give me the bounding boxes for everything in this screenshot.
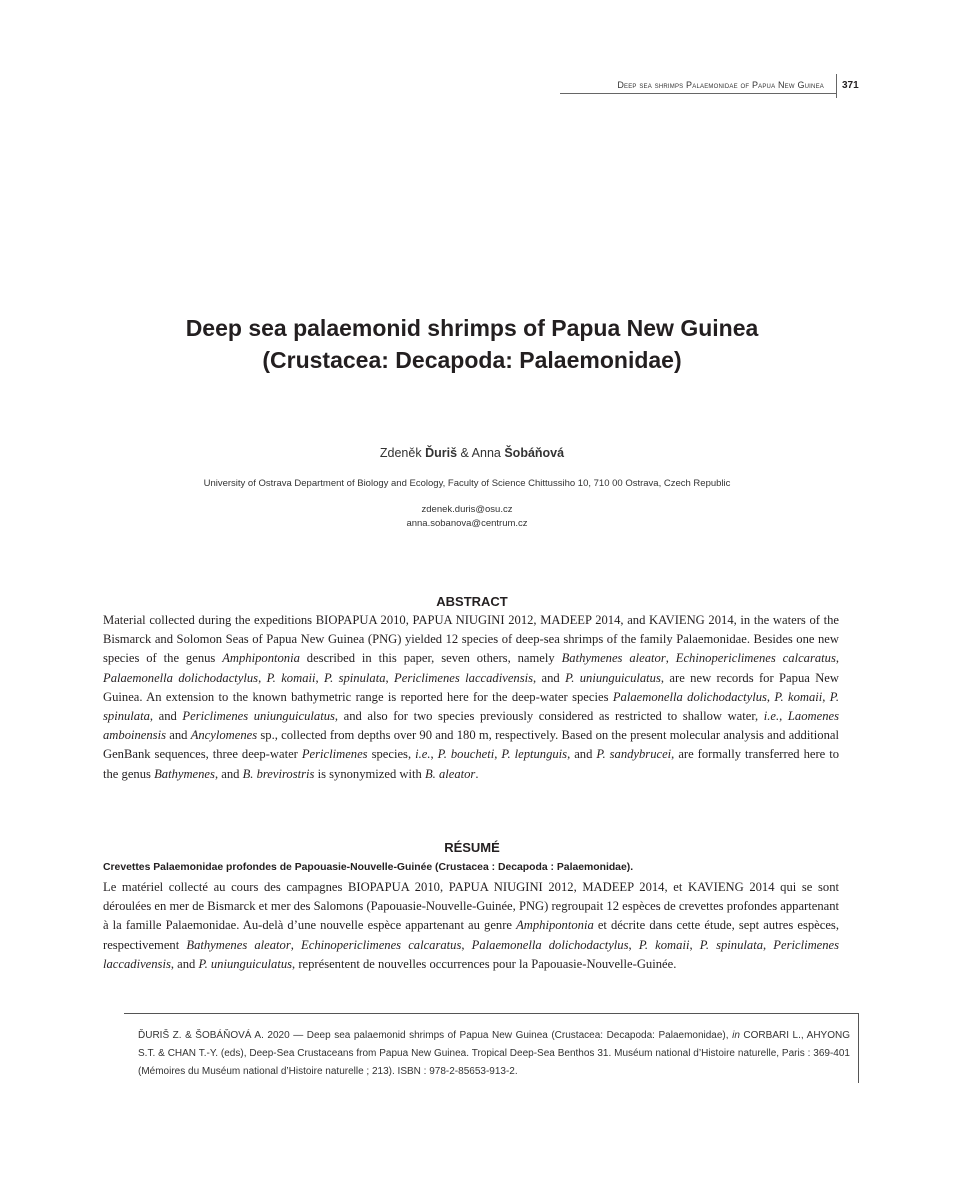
citation-top-rule — [124, 1013, 858, 1014]
resume-text: Le matériel collecté au cours des campagnes BIOPAPUA 2010, PAPUA NIUGINI 2012, MADEEP 2014, et KAVIENG 2014 qui se sont déroulées en mer de Bismarck et mer des Salomons (Papouasie-Nouvelle-Guinée, PNG) regroupait 12 espèces de crevettes profondes appartenant à la famille Palaemonidae. Au-delà d’une nouvelle espèce appartenant au genre Amphipontonia et décrite dans cette étude, sept autres espèces, respectivement Bathymenes aleator, Echinopericlimenes calcaratus, Palaemonella dolichodactylus, P. komaii, P. spinulata, Periclimenes laccadivensis, and P. uniunguiculatus, représentent de nouvelles occurrences pour la Papouasie-Nouvelle-Guinée. — [103, 880, 840, 971]
resume-subtitle: Crevettes Palaemonidae profondes de Papouasie-Nouvelle-Guinée (Crustacea : Decapoda : Palaemonidae). — [103, 862, 634, 873]
email-author-1[interactable]: zdenek.duris@osu.cz — [421, 504, 513, 515]
email-list — [0, 503, 934, 531]
affiliation: University of Ostrava Department of Biology and Ecology, Faculty of Science Chittussiho 10, 710 00 Ostrava, Czech Republic — [203, 478, 731, 489]
author-list — [0, 446, 944, 460]
article-title — [0, 312, 944, 376]
abstract-text: Material collected during the expeditions BIOPAPUA 2010, PAPUA NIUGINI 2012, MADEEP 2014, and KAVIENG 2014, in the waters of the Bismarck and Solomon Seas of Papua New Guinea (PNG) yielded 12 species of deep-sea shrimps of the family Palaemonidae. Besides one new species of the genus Amphipontonia described in this paper, seven others, namely Bathymenes aleator, Echinopericlimenes calcaratus, Palaemonella dolichodactylus, P. komaii, P. spinulata, Periclimenes laccadivensis, and P. uniunguiculatus, are new records for Papua New Guinea. An extension to the known bathymetric range is reported here for the deep-water species Palaemonella dolichodactylus, P. komaii, P. spinulata, and Periclimenes uniunguiculatus, and also for two species previously considered as restricted to shallow water, i.e., Laomenes amboinensis and Ancylomenes sp., collected from depths over 90 and 180 m, respectively. Based on the present molecular analysis and additional GenBank sequences, three deep-water Periclimenes species, i.e., P. boucheti, P. leptunguis, and P. sandybrucei, are formally transferred here to the genus Bathymenes, and B. brevirostris is synonymized with B. aleator. — [103, 613, 840, 781]
citation-side-rule — [858, 1013, 859, 1083]
article-title-line-1: Deep sea palaemonid shrimps of Papua New Guinea — [185, 315, 759, 341]
author-1-surname: Ďuriš — [425, 446, 458, 460]
email-author-2[interactable]: anna.sobanova@centrum.cz — [406, 518, 528, 529]
header-divider — [836, 74, 837, 98]
citation: ĎURIŠ Z. & ŠOBÁŇOVÁ A. 2020 — Deep sea palaemonid shrimps of Papua New Guinea (Crustacea: Decapoda: Palaemonidae), in CORBARI L., AHYONG S.T. & CHAN T.-Y. (eds), Deep-Sea Crustaceans from Papua New Guinea. Tropical Deep-Sea Benthos 31. Muséum national d’Histoire naturelle, Paris : 369-401 (Mémoires du Muséum national d’Histoire naturelle ; 213). ISBN : 978-2-85653-913-2. — [138, 1030, 850, 1077]
running-title: Deep sea shrimps Palaemonidae of Papua New Guinea — [617, 80, 824, 90]
author-2-surname: Šobáňová — [504, 446, 565, 460]
page-number: 371 — [842, 80, 859, 91]
resume-heading: RÉSUMÉ — [444, 840, 500, 855]
abstract-heading: ABSTRACT — [436, 594, 508, 609]
author-2-given-name: Anna — [471, 446, 501, 460]
author-separator: & — [460, 446, 469, 460]
header-rule — [560, 93, 836, 94]
article-title-line-2: (Crustacea: Decapoda: Palaemonidae) — [262, 347, 682, 373]
author-1-given-name: Zdeněk — [379, 446, 422, 460]
